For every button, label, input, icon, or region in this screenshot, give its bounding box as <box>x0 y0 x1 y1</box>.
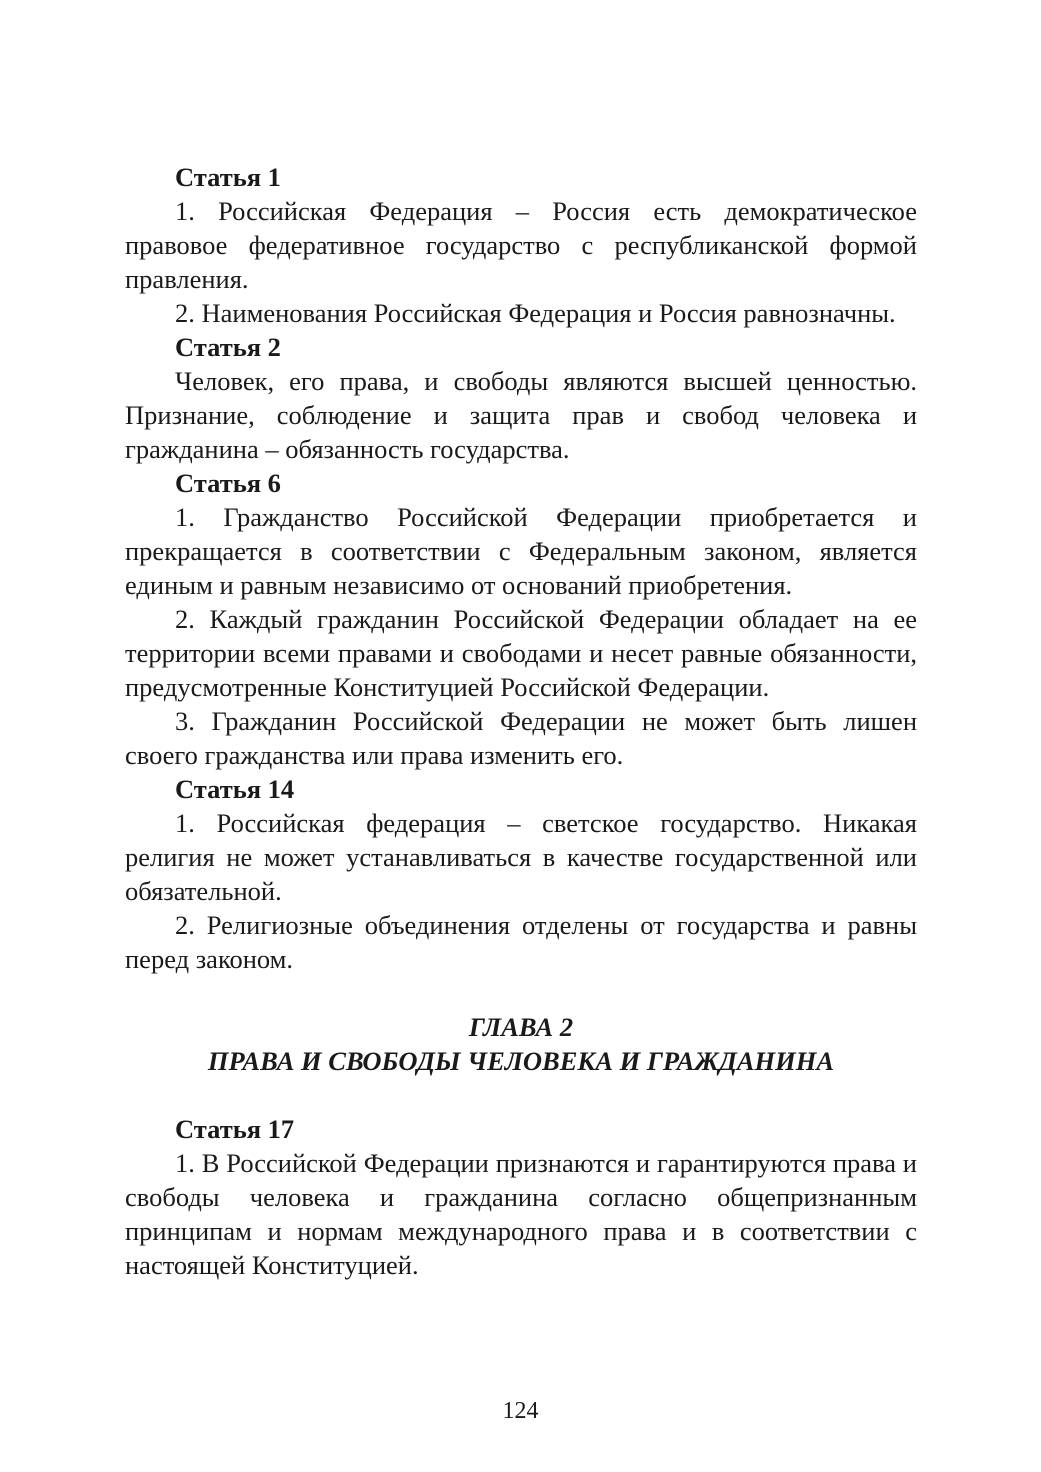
document-page <box>125 160 917 1282</box>
article-paragraph: 3. Гражданин Российской Федерации не может быть лишен своего гражданства или права изменить его. <box>125 706 917 770</box>
chapter-number: ГЛАВА 2 <box>468 1012 574 1042</box>
chapter-heading <box>125 1010 917 1078</box>
chapter-title: ПРАВА И СВОБОДЫ ЧЕЛОВЕКА И ГРАЖДАНИНА <box>207 1046 835 1076</box>
article-heading: Статья 2 <box>175 332 281 362</box>
article-heading: Статья 6 <box>175 468 281 498</box>
article-paragraph: 1. Российская федерация – светское государство. Никакая религия не может устанавливаться в качестве государственной или обязательной. <box>125 808 917 906</box>
article-paragraph: 2. Религиозные объединения отделены от государства и равны перед законом. <box>125 910 917 974</box>
article-paragraph: 1. Гражданство Российской Федерации приобретается и прекращается в соответствии с Федеральным законом, является единым и равным независимо от оснований приобретения. <box>125 502 917 600</box>
article-paragraph: 2. Каждый гражданин Российской Федерации обладает на ее территории всеми правами и свободами и несет равные обязанности, предусмотренные Конституцией Российской Федерации. <box>125 604 917 702</box>
page-number: 124 <box>502 1398 539 1424</box>
article-heading: Статья 1 <box>175 162 281 192</box>
article-paragraph: 1. Российская Федерация – Россия есть демократическое правовое федеративное государство с республиканской формой правления. <box>125 196 917 294</box>
article-paragraph: 2. Наименования Российская Федерация и Россия равнозначны. <box>175 298 896 328</box>
article-paragraph: Человек, его права, и свободы являются высшей ценностью. Признание, соблюдение и защита прав и свобод человека и гражданина – обязанность государства. <box>125 366 917 464</box>
article-heading: Статья 14 <box>175 774 295 804</box>
article-paragraph: 1. В Российской Федерации признаются и гарантируются права и свободы человека и гражданина согласно общепризнанным принципам и нормам международного права и в соответствии с настоящей Конституцией. <box>125 1148 917 1280</box>
article-heading: Статья 17 <box>175 1114 295 1144</box>
